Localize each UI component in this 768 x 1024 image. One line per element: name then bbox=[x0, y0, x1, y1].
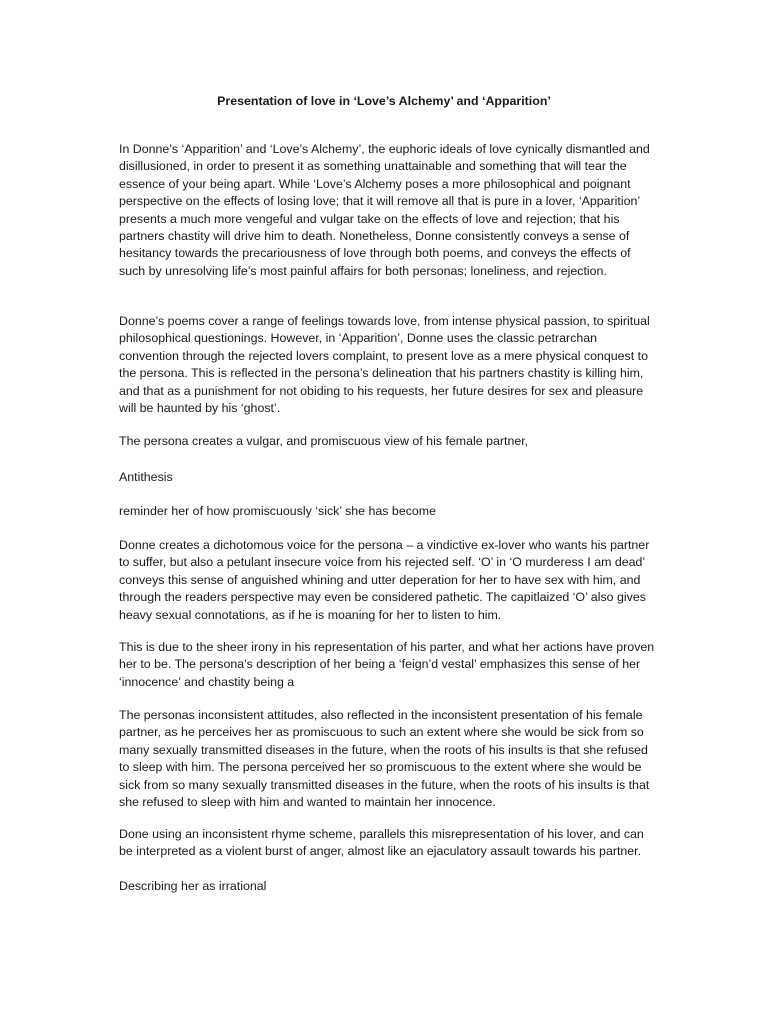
paragraph-irony: This is due to the sheer irony in his representation of his parter, and what her actions have proven her to be. The persona’s description of her being a ‘feign’d vestal’ emphasizes this sense of her ‘innocence’ and chastity being a bbox=[119, 640, 655, 689]
paragraph-dichotomous: Donne creates a dichotomous voice for the persona – a vindictive ex-lover who wants his partner to suffer, but also a petulant insecure voice from his rejected self. ‘O’ in ‘O murderess I am dead’ conveys this sense of anguished whining and utter deperation for her to have sex with him, and through the readers perspective may even be considered pathetic. The capitlaized ‘O’ also gives heavy sexual connotations, as if he is moaning for her to listen to him. bbox=[119, 538, 650, 622]
paragraph-inconsistent: The personas inconsistent attitudes, also reflected in the inconsistent presentation of his female partner, as he perceives her as promiscuous to such an extent where she would be sick from so many sexually transmitted diseases in the future, when the roots of his insults is that she refused to sleep with him. The persona perceived her so promiscuous to the extent where she would be sick from so many sexually transmitted diseases in the future, when the roots of his insults is that she refused to sleep with him and wanted to maintain her innocence. bbox=[119, 708, 650, 810]
paragraph-rhyme-scheme: Done using an inconsistent rhyme scheme, parallels this misrepresentation of his lover, and can be interpreted as a violent burst of anger, almost like an ejaculatory assault towards his partner. bbox=[119, 827, 644, 859]
paragraph-antithesis: Antithesis bbox=[119, 470, 173, 484]
paragraph-reminder: reminder her of how promiscuously ‘sick’ she has become bbox=[119, 504, 437, 518]
paragraph-vulgar-view: The persona creates a vulgar, and promiscuous view of his female partner, bbox=[119, 434, 529, 448]
paragraph-intro: In Donne’s ‘Apparition’ and ‘Love’s Alchemy’, the euphoric ideals of love cynically dismantled and disillusioned, in order to present it as something unattainable and something that will tear the essence of your being apart. While ‘Love’s Alchemy poses a more philosophical and poignant perspective on the effects of losing love; that it will remove all that is pure in a lover, ‘Apparition’ presents a much more vengeful and vulgar take on the effects of love and rejection; that his partners chastity will drive him to death. Nonetheless, Donne consistently conveys a sense of hesitancy towards the precariousness of love through both poems, and conveys the effects of such by unresolving life’s most painful affairs for both personas; loneliness, and rejection. bbox=[119, 142, 650, 278]
document-title: Presentation of love in ‘Love’s Alchemy’ and ‘Apparition’ bbox=[217, 94, 551, 108]
paragraph-feelings: Donne’s poems cover a range of feelings towards love, from intense physical passion, to spiritual philosophical questionings. However, in ‘Apparition’, Donne uses the classic petrarchan convention through the rejected lovers complaint, to present love as a mere physical conquest to the persona. This is reflected in the persona’s delineation that his partners chastity is killing him, and that as a punishment for not obiding to his requests, her future desires for sex and pleasure will be haunted by his ‘ghost’. bbox=[119, 314, 650, 416]
paragraph-irrational: Describing her as irrational bbox=[119, 879, 267, 893]
